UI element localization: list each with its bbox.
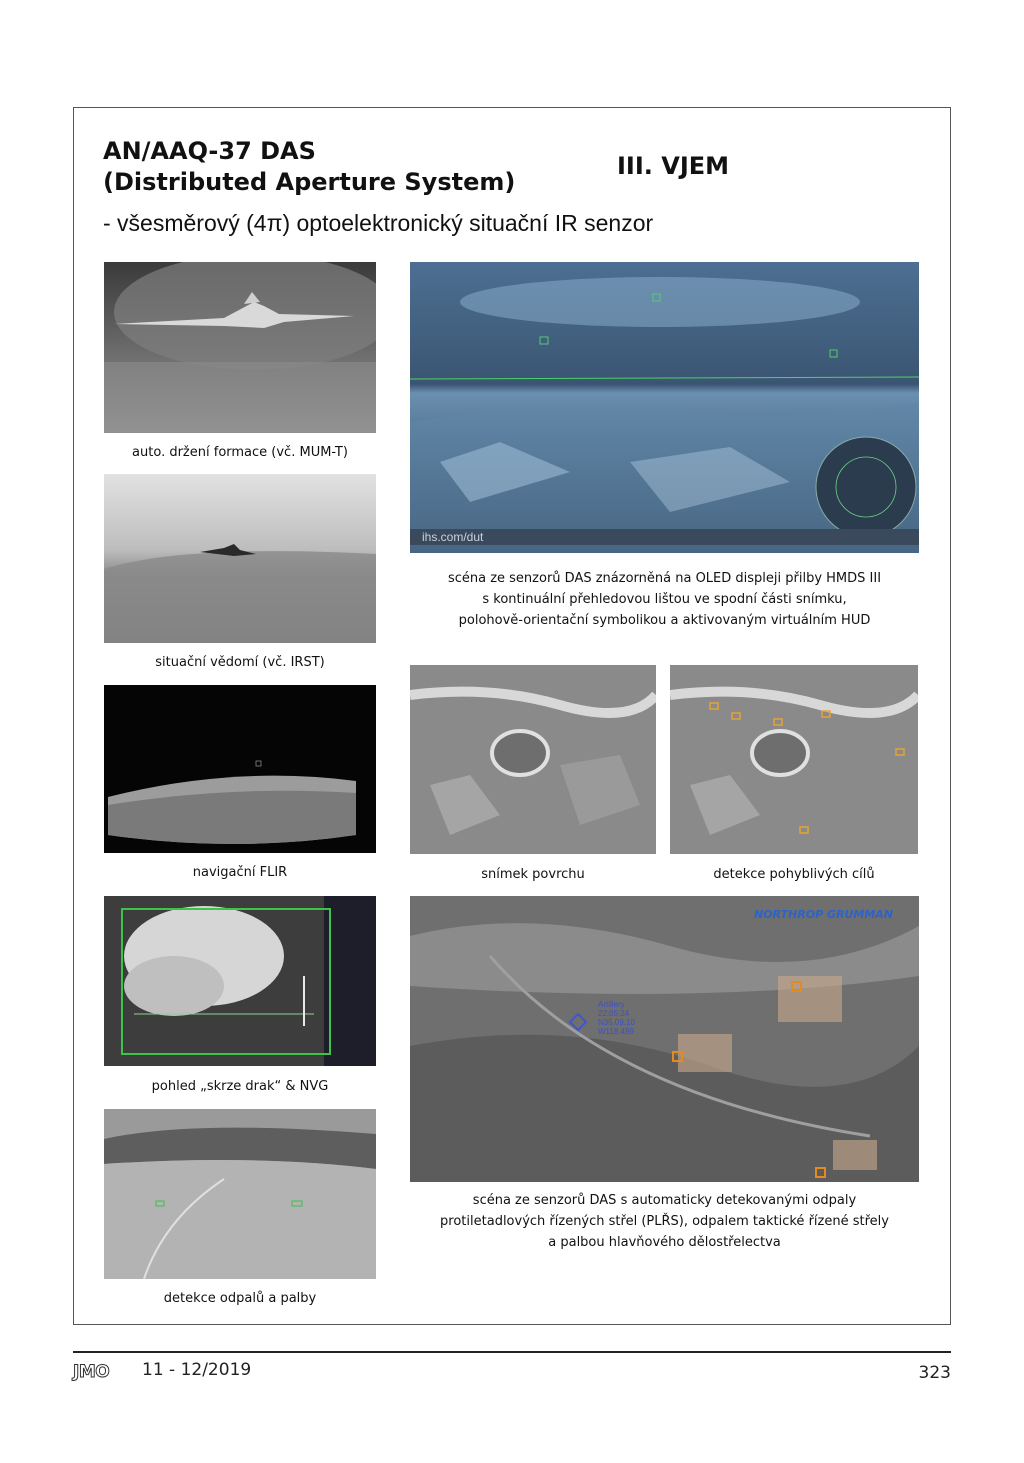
missile-detection-map-icon [410, 896, 919, 1182]
photo-hmds [410, 262, 919, 553]
hmds-watermark: ihs.com/dut [422, 530, 484, 544]
photo-nvg [104, 896, 376, 1066]
artillery-label: Artillery [598, 1000, 625, 1009]
caption-hmds [410, 568, 919, 631]
title-line-1: AN/AAQ-37 DAS [103, 137, 316, 165]
caption-missile-detection [410, 1190, 919, 1253]
caption-hmds-line-3: polohově-orientační symbolikou a aktivovaným virtuálním HUD [458, 613, 871, 628]
caption-hmds-line-1: scéna ze senzorů DAS znázorněná na OLED displeji přilby HMDS III [447, 571, 882, 586]
page-title [103, 136, 515, 198]
footer-rule [73, 1351, 951, 1353]
hmds-scene-icon [410, 262, 919, 553]
caption-launch-detection: detekce odpalů a palby [163, 1291, 317, 1306]
journal-logo: JMO [73, 1362, 110, 1382]
flir-horizon-icon [104, 685, 376, 853]
caption-awareness: situační vědomí (vč. IRST) [155, 655, 325, 670]
section-title: III. VJEM [617, 152, 730, 180]
terrain-detection-icon [104, 1109, 376, 1279]
photo-launch-detection [104, 1109, 376, 1279]
photo-missile-detection [410, 896, 919, 1182]
caption-formation: auto. držení formace (vč. MUM-T) [132, 445, 348, 460]
page-subtitle: - všesměrový (4π) optoelektronický situační IR senzor [103, 210, 654, 236]
issue-number: 11 - 12/2019 [142, 1360, 252, 1380]
artillery-lon: W118.499 [598, 1027, 634, 1036]
photo-moving-targets [670, 665, 918, 854]
artillery-lat: N35.09.10 [598, 1018, 635, 1027]
map-brand: NORTHROP GRUMMAN [754, 908, 893, 921]
photo-formation [104, 262, 376, 433]
caption-moving-targets: detekce pohyblivých cílů [713, 867, 875, 882]
artillery-readout [598, 1000, 635, 1036]
caption-missile-line-3: a palbou hlavňového dělostřelectva [548, 1235, 781, 1250]
caption-flir: navigační FLIR [192, 865, 288, 880]
fighter-jet-formation-icon [104, 262, 376, 433]
caption-missile-line-2: protiletadlových řízených střel (PLŘS), odpalem taktické řízené střely [440, 1214, 889, 1229]
photo-flir [104, 685, 376, 853]
caption-nvg: pohled „skrze drak“ & NVG [151, 1079, 329, 1094]
f35-aircraft-icon [104, 474, 376, 643]
photo-surface [410, 665, 656, 854]
title-line-2: (Distributed Aperture System) [103, 168, 516, 196]
caption-surface: snímek povrchu [481, 867, 585, 882]
cockpit-view-icon [104, 896, 376, 1066]
artillery-time: 22:05:24 [598, 1009, 630, 1018]
photo-awareness [104, 474, 376, 643]
caption-hmds-line-2: s kontinuální přehledovou lištou ve spodní části snímku, [482, 592, 847, 607]
moving-targets-icon [670, 665, 918, 854]
caption-missile-line-1: scéna ze senzorů DAS s automaticky detekovanými odpaly [472, 1193, 857, 1208]
page-number: 323 [918, 1363, 951, 1383]
surface-image-icon [410, 665, 656, 854]
